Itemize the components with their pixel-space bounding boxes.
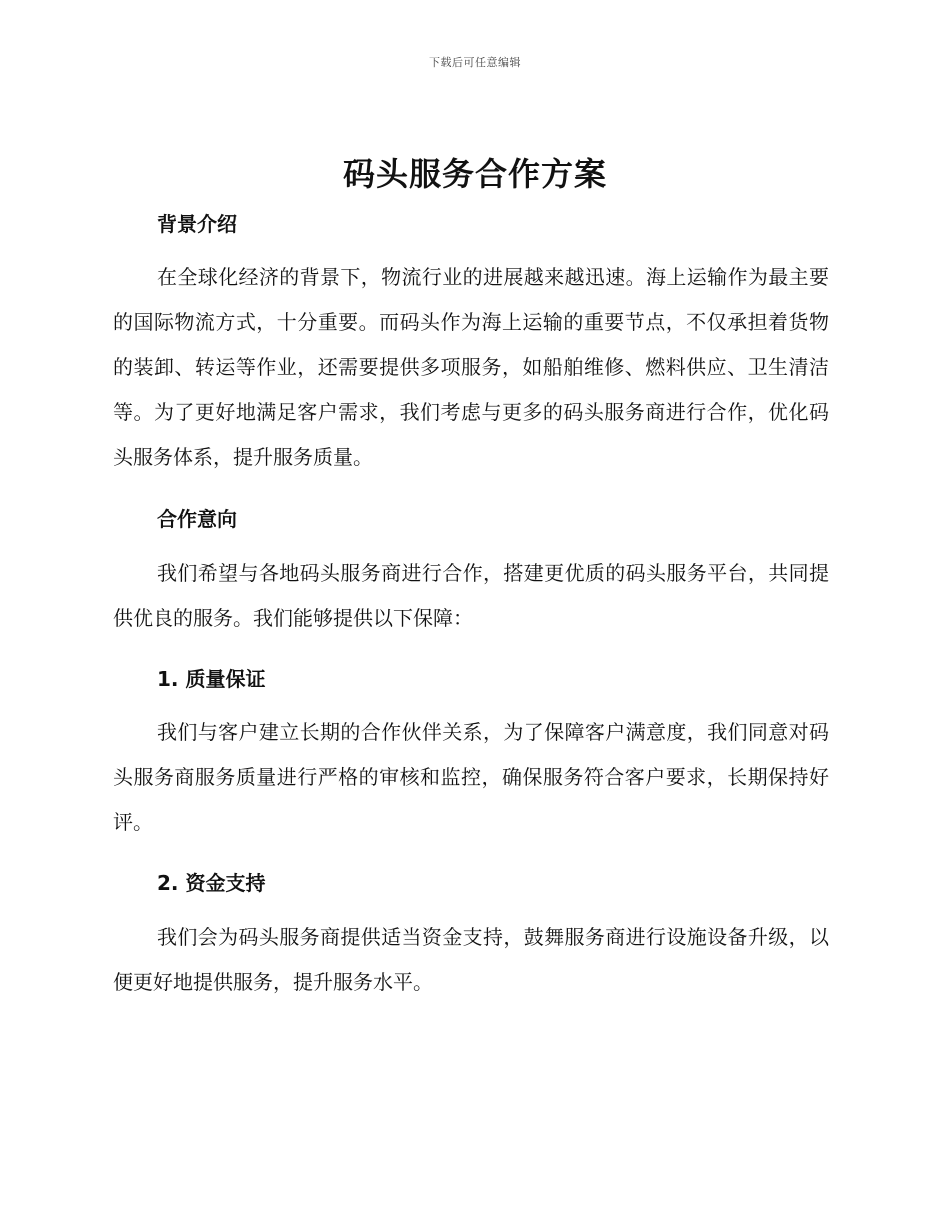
section-paragraph-funding: 我们会为码头服务商提供适当资金支持，鼓舞服务商进行设施设备升级，以便更好地提供服务，提升服务水平。 xyxy=(113,925,829,994)
section-heading-quality: 1. 质量保证 xyxy=(157,667,266,691)
section-heading-funding: 2. 资金支持 xyxy=(157,871,266,895)
section-paragraph-background: 在全球化经济的背景下，物流行业的进展越来越迅速。海上运输作为最主要的国际物流方式，十分重要。而码头作为海上运输的重要节点，不仅承担着货物的装卸、转运等作业，还需要提供多项服务，如船舶维修、燃料供应、卫生清洁等。为了更好地满足客户需求，我们考虑与更多的码头服务商进行合作，优化码头服务体系，提升服务质量。 xyxy=(113,265,829,469)
document-title: 码头服务合作方案 xyxy=(342,155,607,193)
section-heading-background: 背景介绍 xyxy=(157,212,237,236)
section-paragraph-quality: 我们与客户建立长期的合作伙伴关系，为了保障客户满意度，我们同意对码头服务商服务质量进行严格的审核和监控，确保服务符合客户要求，长期保持好评。 xyxy=(113,720,829,834)
section-heading-intent: 合作意向 xyxy=(157,507,237,531)
section-paragraph-intent: 我们希望与各地码头服务商进行合作，搭建更优质的码头服务平台，共同提供优良的服务。我们能够提供以下保障： xyxy=(113,561,829,630)
header-note: 下载后可任意编辑 xyxy=(429,56,521,69)
